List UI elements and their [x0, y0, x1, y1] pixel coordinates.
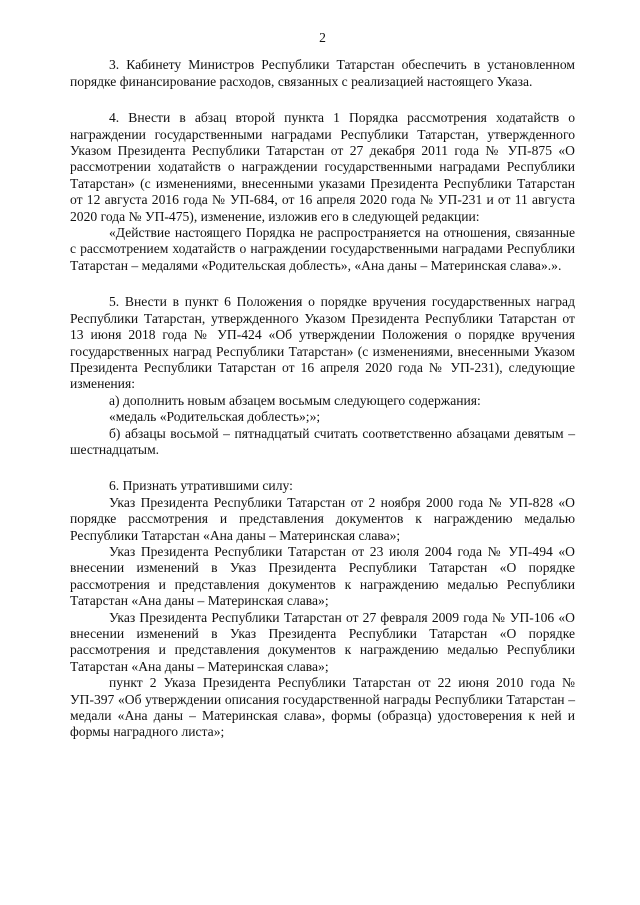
paragraph-item-5a-text: «медаль «Родительская доблесть»;»; — [109, 409, 321, 425]
paragraph-item-5: 5. Внести в пункт 6 Положения о порядке вручения государственных наград Республики Татарстан, утвержденного Указом Президента Республики Татарстан от 13 июня 2018 года № УП-424 «Об утверждении Положения о порядке вручения государственных наград Республики Татарстан» (с изменениями, внесенными Указом Президента Республики Татарстан от 16 апреля 2020 года № УП-231), следующие изменения: — [70, 294, 575, 392]
paragraph-item-5a: а) дополнить новым абзацем восьмым следующего содержания: — [109, 392, 481, 408]
section-gap — [70, 90, 575, 110]
paragraph-item-6-decree-3: Указ Президента Республики Татарстан от 27 февраля 2009 года № УП-106 «О внесении изменений в Указ Президента Республики Татарстан «О порядке рассмотрения и представления документов к награждению медалью Республики Татарстан «Ана даны – Материнская слава»; — [70, 609, 575, 674]
paragraph-item-3: 3. Кабинету Министров Республики Татарстан обеспечить в установленном порядке финансирование расходов, связанных с реализацией настоящего Указа. — [70, 57, 575, 89]
section-gap — [70, 274, 575, 294]
paragraph-item-5b: б) абзацы восьмой – пятнадцатый считать соответственно абзацами девятым – шестнадцатым. — [70, 425, 575, 457]
paragraph-item-6-decree-4: пункт 2 Указа Президента Республики Татарстан от 22 июня 2010 года № УП-397 «Об утверждении описания государственной награды Республики Татарстан – медали «Ана даны – Материнская слава», формы (образца) удостоверения к ней и формы наградного листа»; — [70, 675, 575, 740]
section-gap — [70, 458, 575, 478]
paragraph-item-6-decree-2: Указ Президента Республики Татарстан от 23 июля 2004 года № УП-494 «О внесении изменений в Указ Президента Республики Татарстан «О порядке рассмотрения и представления документов к награждению медалью Республики Татарстан «Ана даны – Материнская слава»; — [70, 543, 575, 609]
paragraph-item-4: 4. Внести в абзац второй пункта 1 Порядка рассмотрения ходатайств о награждении государственными наградами Республики Татарстан, утвержденного Указом Президента Республики Татарстан от 27 декабря 2011 года № УП-875 «О рассмотрении ходатайств о награждении государственными наградами Республики Татарстан» (с изменениями, внесенными указами Президента Республики Татарстан от 12 августа 2016 года № УП-684, от 16 апреля 2020 года № УП-231 и от 11 августа 2020 года № УП-475), изменение, изложив его в следующей редакции: — [70, 110, 575, 224]
paragraph-item-6-decree-1: Указ Президента Республики Татарстан от 2 ноября 2000 года № УП-828 «О порядке рассмотрения и представления документов к награждению медалью Республики Татарстан «Ана даны – Материнская слава»; — [70, 494, 575, 543]
paragraph-item-6: 6. Признать утратившими силу: — [109, 478, 293, 494]
document-page — [70, 30, 575, 741]
page-number: 2 — [319, 30, 326, 45]
paragraph-item-4-quote: «Действие настоящего Порядка не распространяется на отношения, связанные с рассмотрением ходатайств о награждении государственными наградами Республики Татарстан – медалями «Родительская доблесть», «Ана даны – Материнская слава».». — [70, 225, 575, 273]
